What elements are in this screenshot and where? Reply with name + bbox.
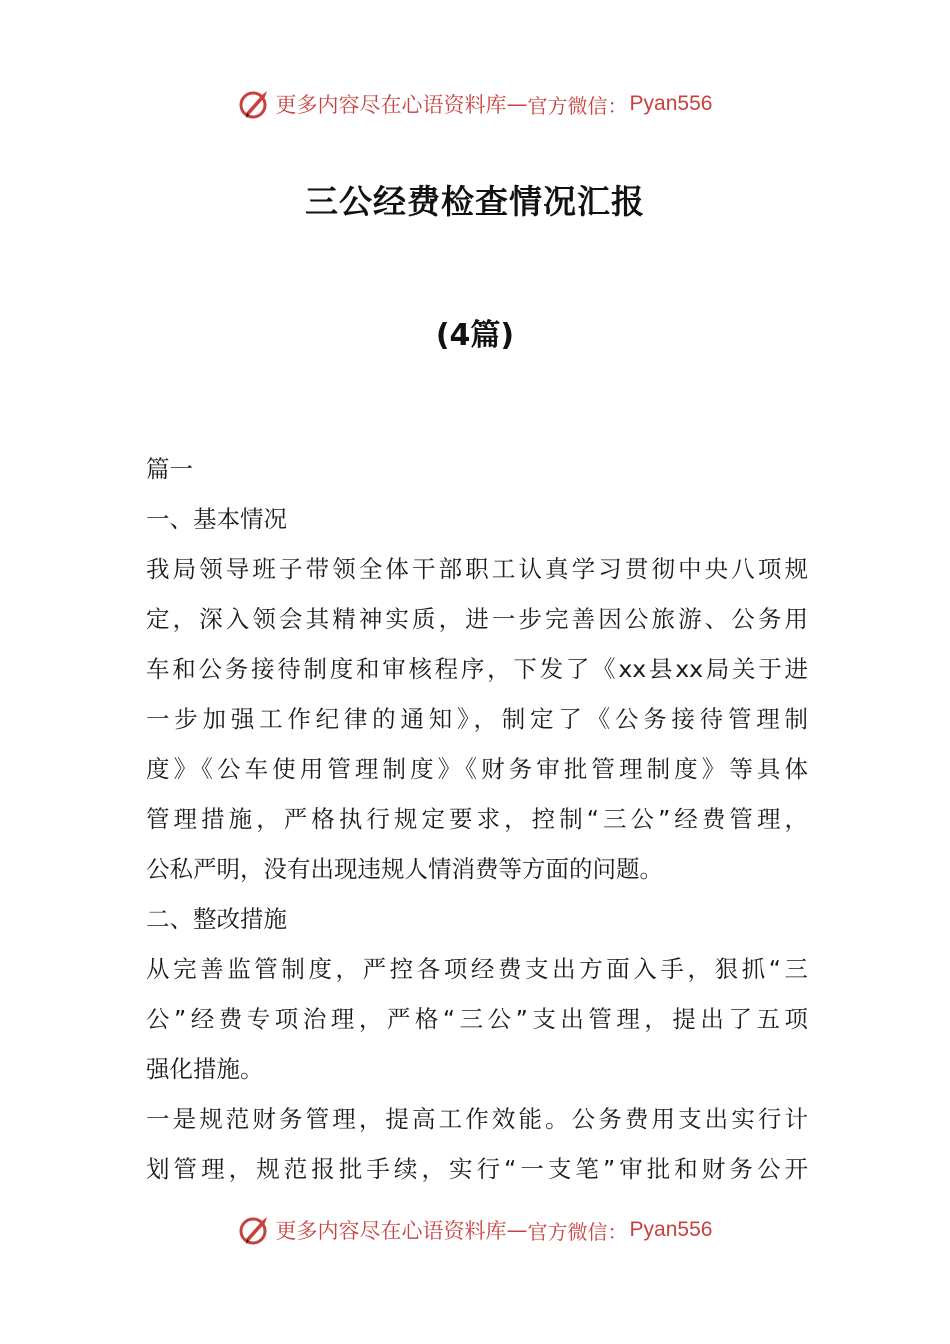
paragraph-line: 一是规范财务管理，提高工作效能。公务费用支出实行计 [146,1105,808,1133]
banner-official-label: 官方微信： [527,93,628,118]
footer-banner [0,1210,950,1250]
banner-wechat-id: Pyan556 [629,1218,713,1241]
document-subtitle: (4篇) [435,318,515,353]
paragraph-line: 从完善监管制度，严控各项经费支出方面入手，狠抓“三 [146,955,808,983]
paragraph-line: 车和公务接待制度和审核程序，下发了《xx县xx局关于进 [146,655,808,683]
section-heading: 篇一 [146,455,193,483]
paragraph-line: 公私严明，没有出现违规人情消费等方面的问题。 [146,855,663,883]
subsection-heading: 二、整改措施 [146,905,287,933]
header-banner [0,84,950,124]
paragraph-line: 一步加强工作纪律的通知》，制定了《公务接待管理制 [146,705,808,733]
pen-circle-logo-icon [238,1213,272,1247]
banner-brand-text: 更多内容尽在心语资料库 [275,1219,507,1243]
paragraph-line: 度》《公车使用管理制度》《财务审批管理制度》等具体 [146,755,808,783]
paragraph-line: 管理措施，严格执行规定要求，控制“三公”经费管理， [146,805,808,833]
banner-dash: — [506,1218,528,1242]
subsection-heading: 一、基本情况 [146,505,287,533]
paragraph-line: 我局领导班子带领全体干部职工认真学习贯彻中央八项规 [146,555,808,583]
paragraph-line: 公”经费专项治理，严格“三公”支出管理，提出了五项 [146,1005,808,1033]
paragraph-line: 定，深入领会其精神实质，进一步完善因公旅游、公务用 [146,605,808,633]
banner-brand-text: 更多内容尽在心语资料库 [275,93,507,117]
paragraph-line: 强化措施。 [146,1055,264,1083]
banner-dash: — [506,92,528,116]
document-title: 三公经费检查情况汇报 [305,182,645,221]
banner-official-label: 官方微信： [527,1219,628,1244]
pen-circle-logo-icon [238,87,272,121]
paragraph-line: 划管理，规范报批手续，实行“一支笔”审批和财务公开 [146,1155,808,1183]
banner-wechat-id: Pyan556 [629,92,713,115]
document-body [146,444,808,1194]
